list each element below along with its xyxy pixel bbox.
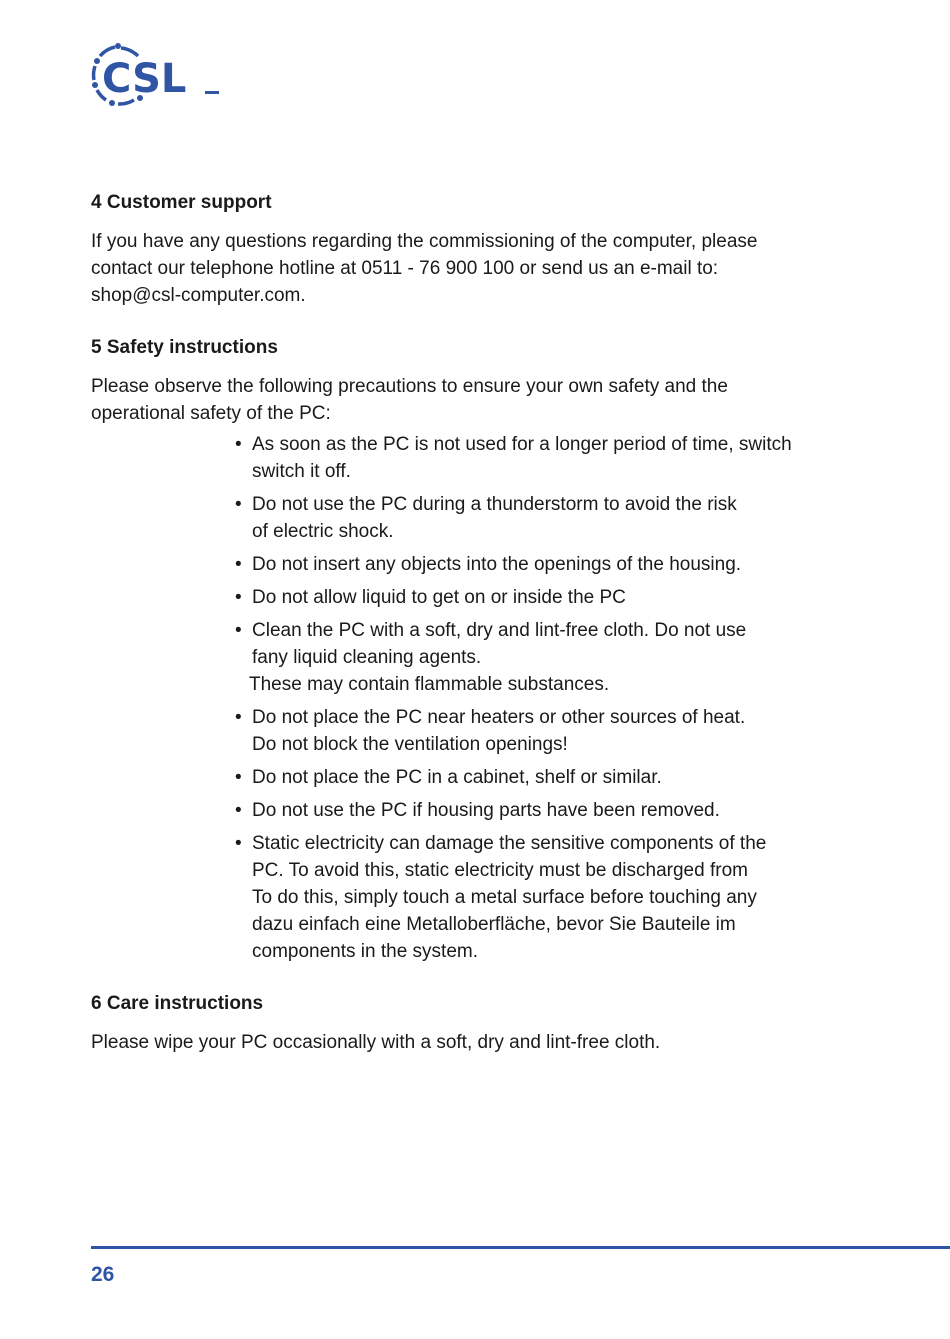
- section-customer-support: [91, 190, 851, 309]
- list-item: • Do not use the PC if housing parts have been removed.: [235, 797, 851, 824]
- section-paragraph: Please wipe your PC occasionally with a soft, dry and lint-free cloth.: [91, 1032, 661, 1053]
- list-item: • Do not use the PC during a thunderstorm to avoid the risk of electric shock.: [235, 491, 851, 545]
- list-item: • Static electricity can damage the sensitive components of the PC. To avoid this, static electricity must be discharged from To do this, simply touch a metal surface before touching any dazu einfach eine Metalloberfläche, bevor Sie Bauteile im components in the system.: [235, 830, 851, 965]
- bullet-icon: •: [235, 620, 242, 641]
- bullet-icon: •: [235, 833, 242, 854]
- bullet-icon: •: [235, 800, 242, 821]
- csl-logo: [88, 42, 223, 112]
- svg-text:CSL: CSL: [102, 56, 187, 102]
- bullet-icon: •: [235, 554, 242, 575]
- page-number: 26: [91, 1263, 115, 1286]
- bullet-icon: •: [235, 587, 242, 608]
- list-item: • Do not insert any objects into the openings of the housing.: [235, 551, 851, 578]
- section-paragraph: Please observe the following precautions to ensure your own safety and the operational safety of the PC:: [91, 376, 728, 424]
- section-paragraph: If you have any questions regarding the commissioning of the computer, please contact our telephone hotline at 0511 - 76 900 100 or send us an e-mail to: shop@csl-computer.com.: [91, 231, 758, 306]
- safety-bullet-list: [91, 431, 851, 965]
- list-item: • Do not place the PC in a cabinet, shelf or similar.: [235, 764, 851, 791]
- section-safety-instructions: [91, 335, 851, 965]
- list-item: • Do not place the PC near heaters or other sources of heat. Do not block the ventilation openings!: [235, 704, 851, 758]
- section-heading: 5 Safety instructions: [91, 337, 278, 358]
- footer-divider: [91, 1246, 950, 1249]
- section-care-instructions: [91, 991, 851, 1056]
- bullet-icon: •: [235, 434, 242, 455]
- csl-logo-icon: [88, 42, 223, 112]
- section-heading: 4 Customer support: [91, 192, 272, 213]
- section-heading: 6 Care instructions: [91, 993, 264, 1014]
- bullet-icon: •: [235, 494, 242, 515]
- list-item: • As soon as the PC is not used for a longer period of time, switch switch it off.: [235, 431, 851, 485]
- document-body: [91, 190, 851, 1082]
- bullet-icon: •: [235, 767, 242, 788]
- list-item: • Do not allow liquid to get on or inside the PC: [235, 584, 851, 611]
- list-item: • Clean the PC with a soft, dry and lint-free cloth. Do not use fany liquid cleaning agents. These may contain flammable substances.: [235, 617, 851, 698]
- bullet-icon: •: [235, 707, 242, 728]
